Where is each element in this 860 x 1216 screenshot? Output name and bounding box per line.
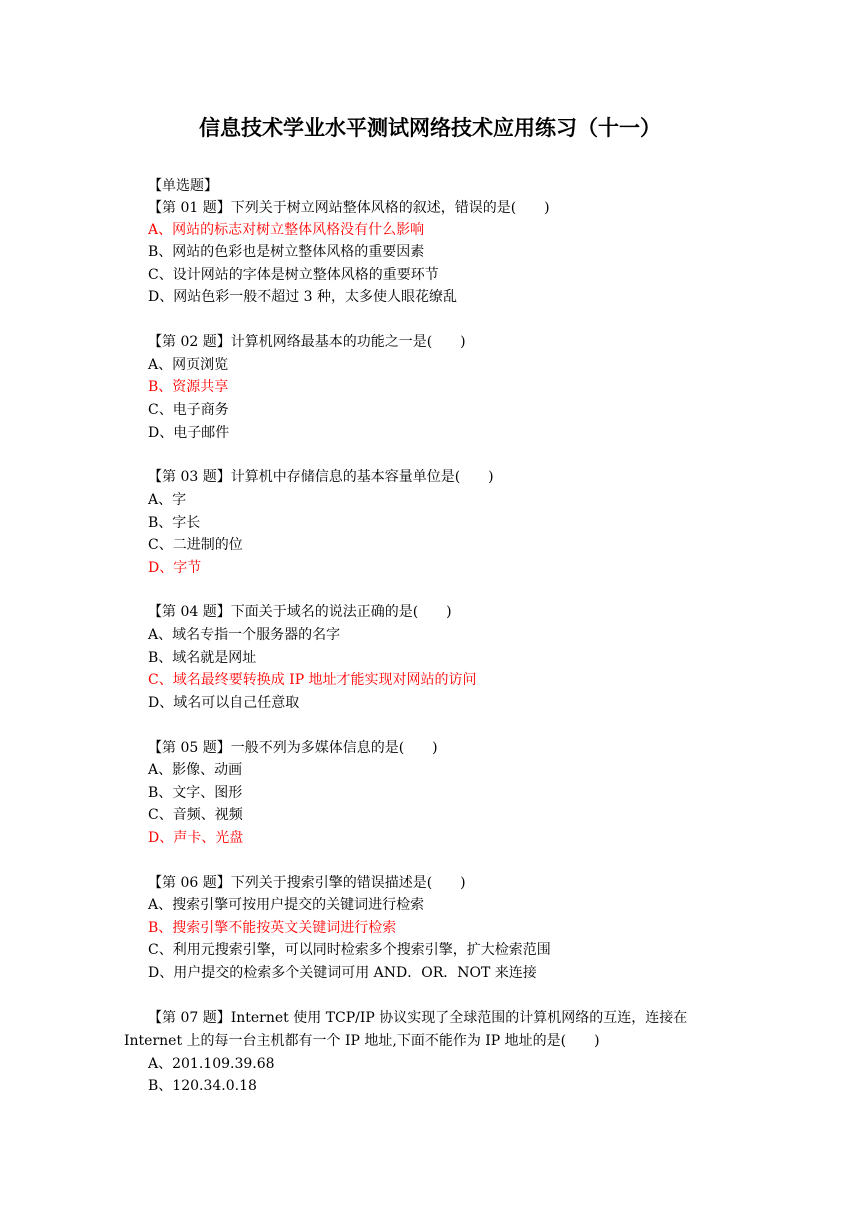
question-4 [148,601,452,623]
option-4a: A、域名专指一个服务器的名字 [148,627,341,643]
option-3c: C、二进制的位 [148,537,243,553]
option-5a: A、影像、动画 [148,762,243,778]
option-5b: B、文字、图形 [148,785,243,801]
option-1d: D、网站色彩一般不超过 3 种，太多使人眼花缭乱 [148,289,458,305]
question-number: 【第 06 题】 [148,875,231,891]
question-number: 【第 02 题】 [148,334,231,350]
option-3b: B、字长 [148,515,201,531]
question-number: 【第 04 题】 [148,604,231,620]
question-1 [148,197,550,219]
option-7b: B、120.34.0.18 [148,1078,257,1094]
question-stem: 一般不列为多媒体信息的是( ) [230,740,438,756]
option-6b-answer: B、搜索引擎不能按英文关键词进行检索 [148,920,397,936]
question-5 [148,737,438,759]
option-1c: C、设计网站的字体是树立整体风格的重要环节 [148,267,439,283]
option-5d-answer: D、声卡、光盘 [148,830,244,846]
question-stem: 下面关于域名的说法正确的是( ) [230,604,452,620]
option-4b: B、域名就是网址 [148,650,257,666]
question-3 [148,466,494,488]
option-1a-answer: A、网站的标志对树立整体风格没有什么影响 [148,222,425,238]
option-4c-answer: C、域名最终要转换成 IP 地址才能实现对网站的访问 [148,672,477,688]
option-2b-answer: B、资源共享 [148,379,229,395]
question-number: 【第 07 题】 [148,1010,231,1026]
question-stem: 计算机中存储信息的基本容量单位是( ) [230,469,494,485]
section-label: 【单选题】 [148,178,218,194]
question-number: 【第 03 题】 [148,469,231,485]
option-2a: A、网页浏览 [148,357,229,373]
document-title: 信息技术学业水平测试网络技术应用练习（十一） [199,116,661,140]
option-6c: C、利用元搜索引擎，可以同时检索多个搜索引擎，扩大检索范围 [148,942,551,958]
question-2 [148,331,466,353]
question-6 [148,872,466,894]
question-number: 【第 01 题】 [148,200,231,216]
option-2c: C、电子商务 [148,402,229,418]
option-4d: D、域名可以自己任意取 [148,695,300,711]
question-number: 【第 05 题】 [148,740,231,756]
question-stem: 计算机网络最基本的功能之一是( ) [230,334,466,350]
option-3d-answer: D、字节 [148,560,202,576]
option-5c: C、音频、视频 [148,807,243,823]
option-1b: B、网站的色彩也是树立整体风格的重要因素 [148,244,425,260]
question-stem: 下列关于树立网站整体风格的叙述，错误的是( ) [230,200,550,216]
question-7 [124,1007,740,1052]
option-2d: D、电子邮件 [148,425,230,441]
option-6a: A、搜索引擎可按用户提交的关键词进行检索 [148,897,425,913]
question-stem: Internet 使用 TCP/IP 协议实现了全球范围的计算机网络的互连，连接在 Internet 上的每一台主机都有一个 IP 地址,下面不能作为 IP 地址的是( ) [124,1010,688,1049]
question-stem: 下列关于搜索引擎的错误描述是( ) [230,875,466,891]
option-7a: A、201.109.39.68 [148,1056,275,1072]
option-6d: D、用户提交的检索多个关键词可用 AND．OR．NOT 来连接 [148,965,537,981]
option-3a: A、字 [148,492,187,508]
